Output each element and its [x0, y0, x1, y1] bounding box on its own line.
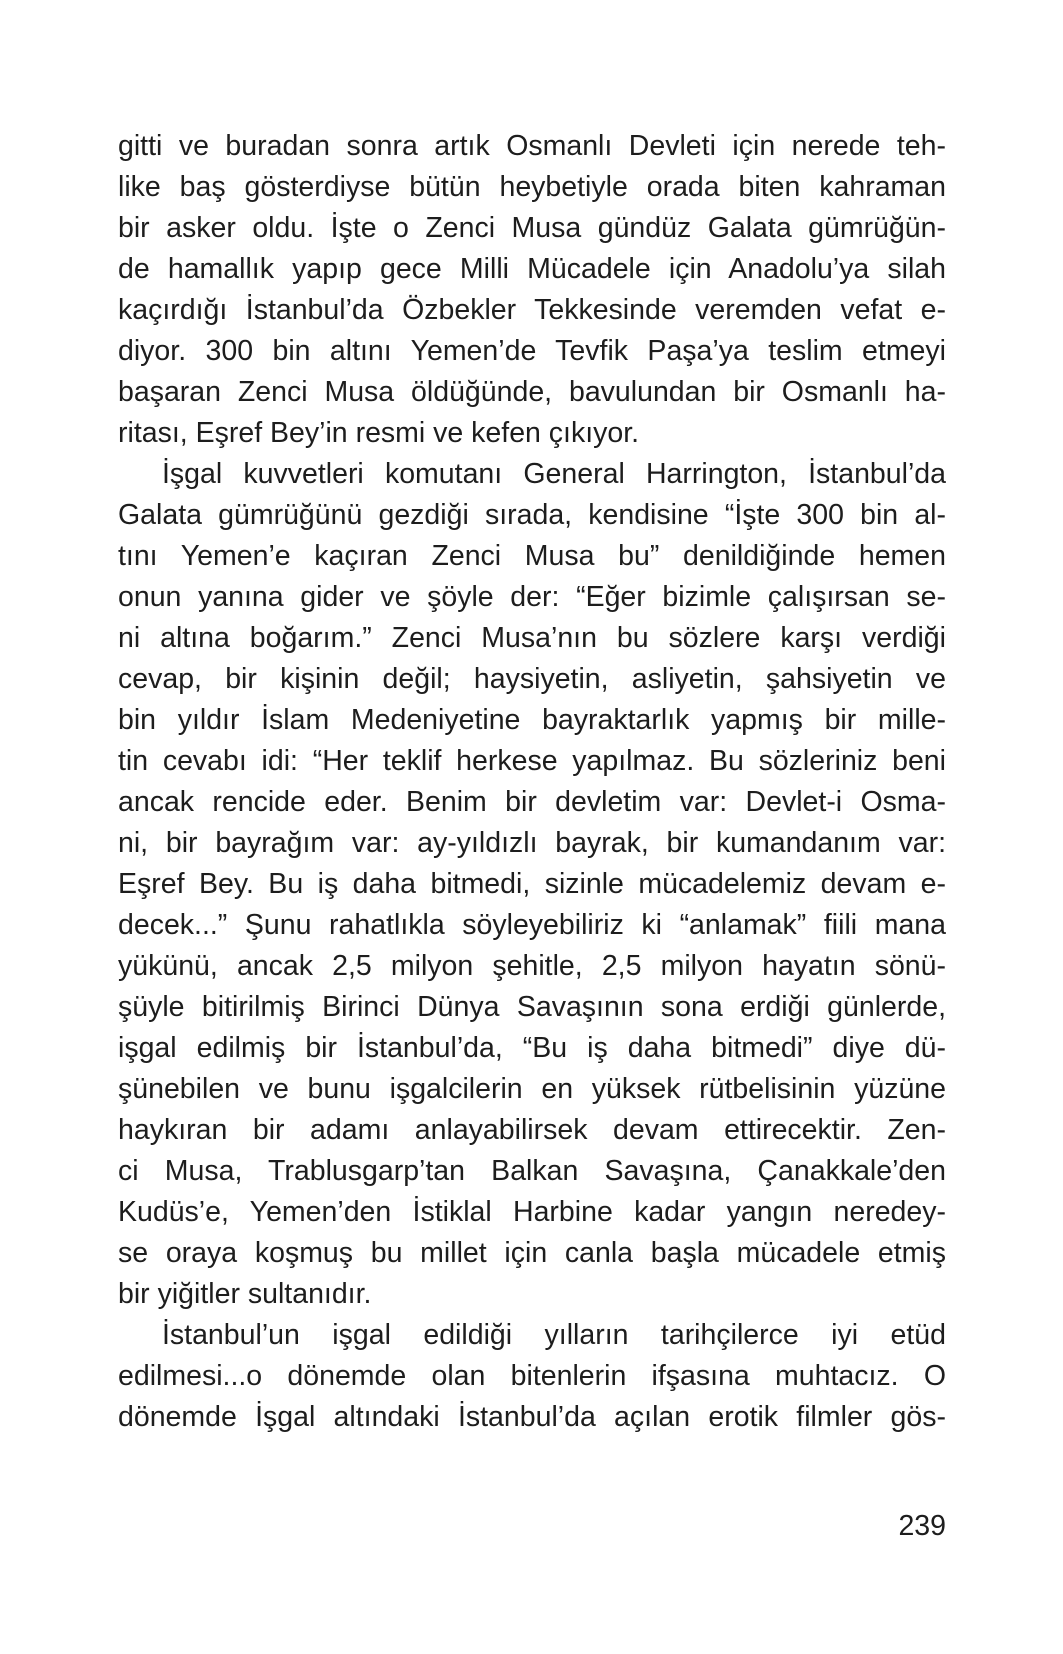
text-line: ancak rencide eder. Benim bir devletim var: Devlet-i Osma-: [118, 786, 946, 818]
text-line: cevap, bir kişinin değil; haysiyetin, asliyetin, şahsiyetin ve: [118, 663, 946, 695]
text-line: bin yıldır İslam Medeniyetine bayraktarlık yapmış bir mille-: [118, 704, 946, 736]
text-line: de hamallık yapıp gece Milli Mücadele için Anadolu’ya silah: [118, 253, 946, 285]
text-line: ni altına boğarım.” Zenci Musa’nın bu sözlere karşı verdiği: [118, 622, 946, 654]
text-line: işgal edilmiş bir İstanbul’da, “Bu iş daha bitmedi” diye dü-: [118, 1032, 946, 1064]
text-line: İstanbul’un işgal edildiği yılların tarihçilerce iyi etüd: [162, 1319, 946, 1351]
text-line: Eşref Bey. Bu iş daha bitmedi, sizinle mücadelemiz devam e-: [118, 868, 946, 900]
text-line: dönemde İşgal altındaki İstanbul’da açılan erotik filmler gös-: [118, 1401, 946, 1433]
text-line: tin cevabı idi: “Her teklif herkese yapılmaz. Bu sözleriniz beni: [118, 745, 946, 777]
text-line: Kudüs’e, Yemen’den İstiklal Harbine kadar yangın neredey-: [118, 1196, 946, 1228]
text-line: başaran Zenci Musa öldüğünde, bavulundan bir Osmanlı ha-: [118, 376, 946, 408]
text-line: onun yanına gider ve şöyle der: “Eğer bizimle çalışırsan se-: [118, 581, 946, 613]
text-line: edilmesi...o dönemde olan bitenlerin ifşasına muhtacız. O: [118, 1360, 946, 1392]
text-line: haykıran bir adamı anlayabilirsek devam ettirecektir. Zen-: [118, 1114, 946, 1146]
text-line: ni, bir bayrağım var: ay-yıldızlı bayrak, bir kumandanım var:: [118, 827, 946, 859]
text-line: Galata gümrüğünü gezdiği sırada, kendisine “İşte 300 bin al-: [118, 499, 946, 531]
text-line: bir yiğitler sultanıdır.: [118, 1278, 372, 1310]
text-line: şüyle bitirilmiş Birinci Dünya Savaşının sona erdiği günlerde,: [118, 991, 946, 1023]
text-line: bir asker oldu. İşte o Zenci Musa gündüz Galata gümrüğün-: [118, 212, 946, 244]
text-line: se oraya koşmuş bu millet için canla başla mücadele etmiş: [118, 1237, 946, 1269]
text-line: ci Musa, Trablusgarp’tan Balkan Savaşına, Çanakkale’den: [118, 1155, 946, 1187]
text-line: şünebilen ve bunu işgalcilerin en yüksek rütbelisinin yüzüne: [118, 1073, 946, 1105]
text-line: decek...” Şunu rahatlıkla söyleyebiliriz ki “anlamak” fiili mana: [118, 909, 946, 941]
page-number: 239: [898, 1510, 946, 1542]
text-line: kaçırdığı İstanbul’da Özbekler Tekkesinde veremden vefat e-: [118, 294, 946, 326]
text-line: tını Yemen’e kaçıran Zenci Musa bu” denildiğinde hemen: [118, 540, 946, 572]
text-line: İşgal kuvvetleri komutanı General Harrington, İstanbul’da: [162, 458, 946, 490]
text-line: diyor. 300 bin altını Yemen’de Tevfik Paşa’ya teslim etmeyi: [118, 335, 946, 367]
text-line: gitti ve buradan sonra artık Osmanlı Devleti için nerede teh-: [118, 130, 946, 162]
text-line: like baş gösterdiyse bütün heybetiyle orada biten kahraman: [118, 171, 946, 203]
body-text: [118, 126, 946, 1438]
text-line: yükünü, ancak 2,5 milyon şehitle, 2,5 milyon hayatın sönü-: [118, 950, 946, 982]
text-line: ritası, Eşref Bey’in resmi ve kefen çıkıyor.: [118, 417, 640, 449]
